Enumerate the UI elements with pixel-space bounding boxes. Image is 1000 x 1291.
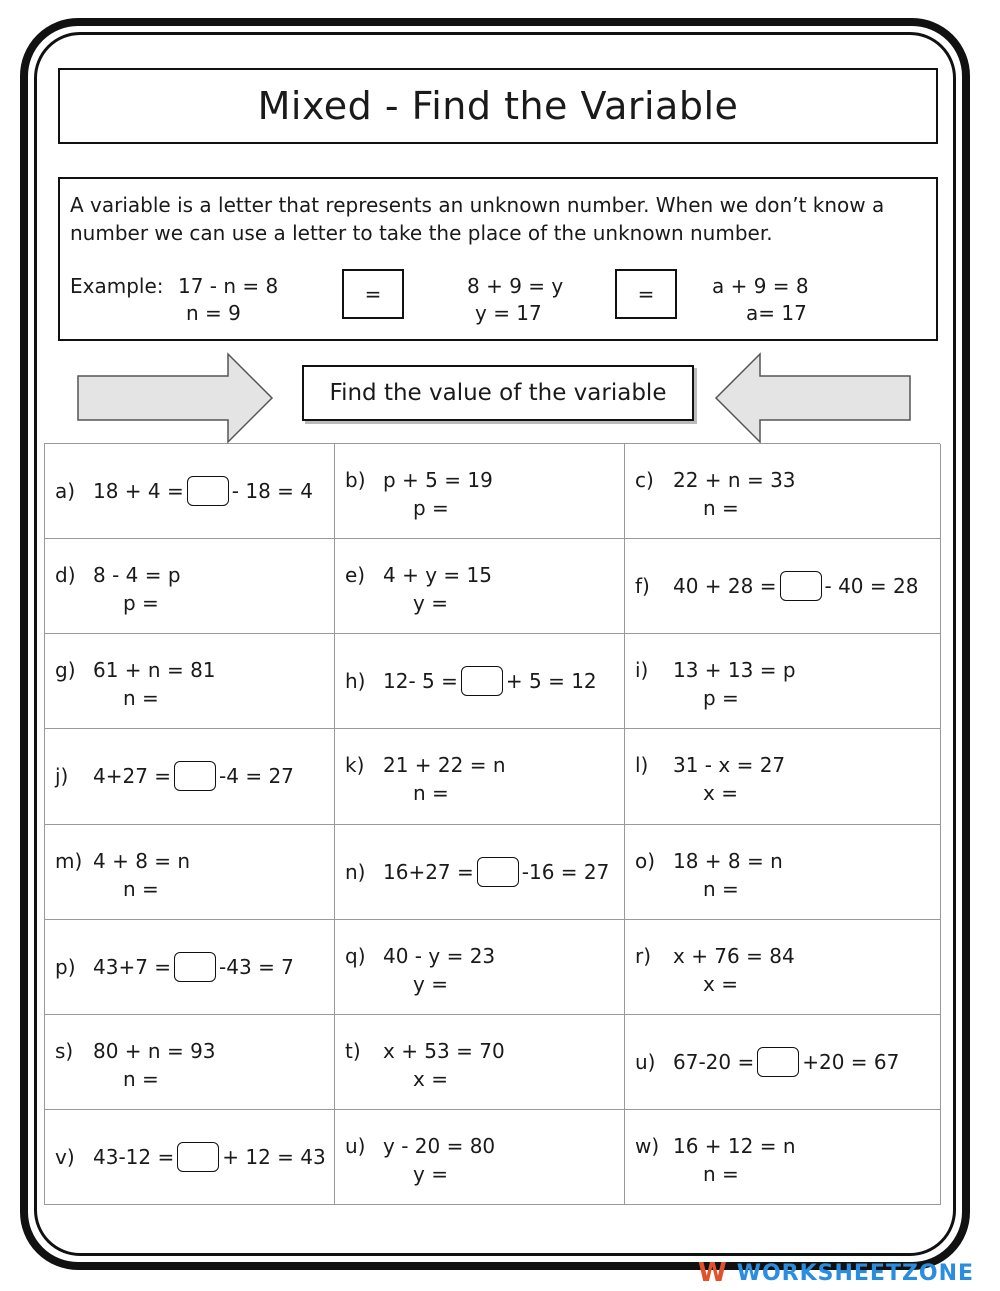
- problem-cell-v: [45, 1110, 335, 1205]
- answer-prompt: y =: [413, 591, 448, 616]
- problem-label: l): [635, 753, 649, 778]
- example-equals-box-1: [342, 269, 404, 319]
- answer-box[interactable]: [174, 952, 216, 982]
- problem-left: 43-12 =: [93, 1144, 175, 1169]
- problem-equation: 80 + n = 93: [93, 1038, 216, 1063]
- intro-text: A variable is a letter that represents an unknown number. When we don’t know a number we can use a letter to take the place of the unknown number.: [70, 193, 885, 245]
- example-1-equation: 17 - n = 8: [178, 274, 279, 298]
- answer-prompt: n =: [123, 1066, 159, 1091]
- problem-cell-s: [45, 1015, 335, 1110]
- problem-equation: x + 53 = 70: [383, 1038, 505, 1063]
- problem-cell-c: [625, 444, 941, 539]
- logo-text: WORKSHEETZONE: [736, 1260, 975, 1286]
- problem-label: u): [635, 1049, 656, 1074]
- answer-prompt: x =: [413, 1066, 448, 1091]
- example-3-equation: a + 9 = 8: [712, 274, 809, 298]
- answer-prompt: y =: [413, 1161, 448, 1186]
- problem-equation: 13 + 13 = p: [673, 658, 796, 683]
- answer-prompt: p =: [413, 496, 449, 520]
- problem-cell-p: [45, 920, 335, 1015]
- problem: [635, 656, 796, 712]
- answer-prompt: n =: [123, 876, 159, 901]
- problem: [55, 444, 313, 538]
- problem-cell-o: [625, 825, 941, 920]
- answer-prompt: n =: [123, 686, 159, 711]
- problem-cell-n: [335, 825, 625, 920]
- problem-equation: 18 + 8 = n: [673, 848, 783, 873]
- answer-prompt: p =: [123, 591, 159, 616]
- problem-label: v): [55, 1144, 75, 1169]
- problem-label: k): [345, 753, 365, 778]
- problem-cell-q: [335, 920, 625, 1015]
- worksheetzone-logo: [698, 1258, 974, 1288]
- problem-equation: y - 20 = 80: [383, 1133, 496, 1158]
- problem-label: t): [345, 1038, 361, 1063]
- problem-left: 67-20 =: [673, 1049, 755, 1074]
- problem-left: 12- 5 =: [383, 669, 458, 694]
- problem-label: c): [635, 468, 654, 492]
- problem: [635, 847, 783, 903]
- intro-box: [58, 177, 938, 341]
- problem: [635, 466, 796, 522]
- problem-left: 40 + 28 =: [673, 574, 777, 599]
- problem-right: +20 = 67: [802, 1049, 900, 1074]
- problem-equation: 4 + y = 15: [383, 563, 492, 588]
- problem-cell-u: [625, 1015, 941, 1110]
- answer-prompt: x =: [703, 971, 738, 996]
- problem-label: i): [635, 658, 649, 683]
- example-2-equation: 8 + 9 = y: [467, 274, 564, 298]
- problem-label: u): [345, 1133, 366, 1158]
- problem-right: -43 = 7: [219, 954, 294, 979]
- example-equals-box-2: [615, 269, 677, 319]
- problem: [345, 751, 506, 807]
- problem-cell-b: [335, 444, 625, 539]
- problem-equation: 4 + 8 = n: [93, 848, 191, 873]
- answer-prompt: n =: [703, 876, 739, 901]
- problem-right: + 5 = 12: [505, 669, 597, 694]
- problem-left: 16+27 =: [383, 859, 474, 884]
- problem-label: b): [345, 468, 366, 492]
- problem-equation: 21 + 22 = n: [383, 753, 506, 778]
- problem: [55, 847, 190, 903]
- problem-label: n): [345, 859, 366, 884]
- problem-label: j): [55, 764, 69, 789]
- answer-prompt: y =: [413, 971, 448, 996]
- problem: [345, 466, 493, 522]
- problem-right: -16 = 27: [521, 859, 610, 884]
- problem-left: 43+7 =: [93, 954, 172, 979]
- example-label: Example:: [70, 274, 164, 298]
- problem-cell-t: [335, 1015, 625, 1110]
- answer-box[interactable]: [461, 666, 503, 696]
- problem-label: d): [55, 563, 76, 588]
- problem-label: p): [55, 954, 76, 979]
- problem-equation: 16 + 12 = n: [673, 1133, 796, 1158]
- problem: [635, 1132, 796, 1188]
- problem-equation: p + 5 = 19: [383, 468, 493, 492]
- problem-cell-h: [335, 634, 625, 729]
- problem-label: g): [55, 658, 76, 683]
- answer-box[interactable]: [177, 1142, 219, 1172]
- problem: [635, 751, 785, 807]
- problem-left: 18 + 4 =: [93, 479, 184, 504]
- problem: [55, 729, 294, 823]
- problem-cell-u2: [335, 1110, 625, 1205]
- problem-cell-k: [335, 729, 625, 824]
- problem-cell-j: [45, 729, 335, 824]
- problem-label: f): [635, 574, 650, 599]
- problem-label: m): [55, 848, 83, 873]
- right-arrow-icon: [76, 352, 276, 444]
- problem: [55, 920, 294, 1014]
- problem: [345, 561, 492, 617]
- problem: [345, 1132, 495, 1188]
- problem-right: - 40 = 28: [824, 574, 919, 599]
- problem-label: s): [55, 1038, 74, 1063]
- problem-cell-e: [335, 539, 625, 634]
- problem: [55, 656, 216, 712]
- answer-prompt: n =: [703, 1161, 739, 1186]
- problem-right: - 18 = 4: [231, 479, 313, 504]
- problem-label: q): [345, 943, 366, 968]
- answer-prompt: n =: [413, 781, 449, 806]
- instruction-text: Find the value of the variable: [329, 380, 667, 406]
- problem-cell-d: [45, 539, 335, 634]
- problem: [635, 1015, 899, 1109]
- answer-box[interactable]: [477, 857, 519, 887]
- problem-cell-r: [625, 920, 941, 1015]
- problem-cell-a: [45, 444, 335, 539]
- problem-right: -4 = 27: [219, 764, 294, 789]
- problem-label: w): [635, 1133, 660, 1158]
- problem: [55, 1110, 326, 1204]
- problem-left: 4+27 =: [93, 764, 172, 789]
- equals-sign: =: [364, 282, 382, 306]
- problem: [345, 634, 597, 728]
- title-box: [58, 68, 938, 144]
- problem: [345, 825, 609, 919]
- problem-cell-m: [45, 825, 335, 920]
- problem-label: e): [345, 563, 366, 588]
- problem-cell-g: [45, 634, 335, 729]
- w-logo-icon: W: [698, 1258, 727, 1288]
- problem-equation: x + 76 = 84: [673, 943, 795, 968]
- problem: [635, 942, 795, 998]
- answer-box[interactable]: [187, 476, 229, 506]
- equals-sign: =: [637, 282, 655, 306]
- instruction-box: [302, 365, 694, 421]
- problem: [345, 1037, 505, 1093]
- example-3-answer: a= 17: [746, 301, 807, 325]
- problem-equation: 8 - 4 = p: [93, 563, 181, 588]
- problem-grid: [44, 443, 940, 1205]
- problem: [55, 561, 181, 617]
- problem-right: + 12 = 43: [222, 1144, 326, 1169]
- problem-label: h): [345, 669, 366, 694]
- problem: [635, 539, 918, 633]
- problem-label: r): [635, 943, 652, 968]
- problem-cell-f: [625, 539, 941, 634]
- example-2-answer: y = 17: [475, 301, 542, 325]
- problem-equation: 40 - y = 23: [383, 943, 496, 968]
- answer-box[interactable]: [174, 761, 216, 791]
- answer-prompt: n =: [703, 496, 739, 520]
- problem-equation: 31 - x = 27: [673, 753, 786, 778]
- answer-box[interactable]: [780, 571, 822, 601]
- problem: [55, 1037, 216, 1093]
- left-arrow-icon: [712, 352, 912, 444]
- problem-cell-w: [625, 1110, 941, 1205]
- answer-box[interactable]: [757, 1047, 799, 1077]
- problem: [345, 942, 495, 998]
- problem-cell-l: [625, 729, 941, 824]
- problem-equation: 22 + n = 33: [673, 468, 796, 492]
- answer-prompt: x =: [703, 781, 738, 806]
- problem-equation: 61 + n = 81: [93, 658, 216, 683]
- problem-label: o): [635, 848, 656, 873]
- example-1-answer: n = 9: [186, 301, 241, 325]
- problem-cell-i: [625, 634, 941, 729]
- page-title: Mixed - Find the Variable: [257, 84, 739, 128]
- problem-label: a): [55, 479, 76, 504]
- answer-prompt: p =: [703, 686, 739, 711]
